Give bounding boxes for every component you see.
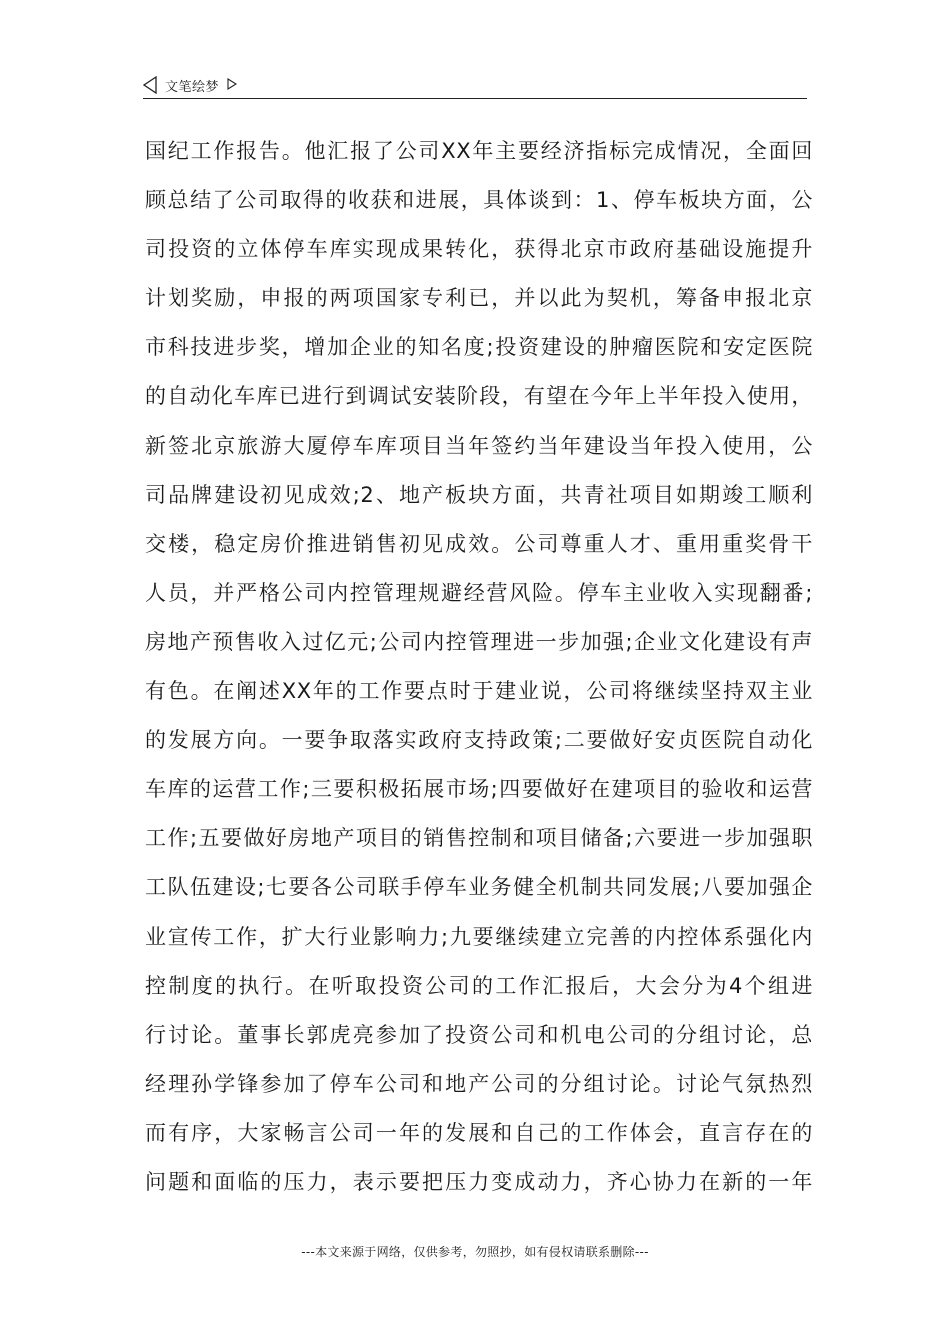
- text-line: 问题和面临的压力，表示要把压力变成动力，齐心协力在新的一年: [145, 1169, 813, 1194]
- text-line: 市科技进步奖，增加企业的知名度;投资建设的肿瘤医院和安定医院: [145, 335, 813, 360]
- page-footer: ---本文来源于网络，仅供参考，勿照抄，如有侵权请联系删除---: [301, 1245, 649, 1259]
- page-header: [143, 72, 807, 99]
- text-line: 工作;五要做好房地产项目的销售控制和项目储备;六要进一步加强职: [145, 826, 813, 851]
- text-line: 有色。在阐述XX年的工作要点时于建业说，公司将继续坚持双主业: [145, 679, 813, 704]
- text-line: 司投资的立体停车库实现成果转化，获得北京市政府基础设施提升: [145, 237, 813, 262]
- document-body: [145, 131, 813, 1211]
- text-line: 国纪工作报告。他汇报了公司XX年主要经济指标完成情况，全面回: [145, 139, 813, 163]
- text-line: 控制度的执行。在听取投资公司的工作汇报后，大会分为4个组进: [145, 973, 813, 998]
- text-line: 的自动化车库已进行到调试安装阶段，有望在今年上半年投入使用，: [145, 384, 813, 409]
- text-line: 的发展方向。一要争取落实政府支持政策;二要做好安贞医院自动化: [145, 728, 813, 753]
- text-line: 工队伍建设;七要各公司联手停车业务健全机制共同发展;八要加强企: [145, 875, 813, 900]
- text-line: 顾总结了公司取得的收获和进展，具体谈到：1、停车板块方面，公: [145, 188, 813, 213]
- text-line: 人员，并严格公司内控管理规避经营风险。停车主业收入实现翻番;: [145, 580, 813, 605]
- text-line: 司品牌建设初见成效;2、地产板块方面，共青社项目如期竣工顺利: [145, 482, 813, 507]
- left-triangle-icon: [143, 76, 157, 94]
- text-line: 经理孙学锋参加了停车公司和地产公司的分组讨论。讨论气氛热烈: [145, 1071, 813, 1096]
- text-line: 房地产预售收入过亿元;公司内控管理进一步加强;企业文化建设有声: [145, 629, 813, 654]
- text-line: 车库的运营工作;三要积极拓展市场;四要做好在建项目的验收和运营: [145, 777, 813, 802]
- text-line: 交楼，稳定房价推进销售初见成效。公司尊重人才、重用重奖骨干: [145, 531, 813, 556]
- text-line: 新签北京旅游大厦停车库项目当年签约当年建设当年投入使用，公: [145, 433, 813, 458]
- right-triangle-icon: [227, 75, 237, 87]
- text-line: 行讨论。董事长郭虎亮参加了投资公司和机电公司的分组讨论，总: [145, 1022, 813, 1047]
- header-title: 文笔绘梦: [165, 79, 220, 95]
- text-line: 计划奖励，申报的两项国家专利已，并以此为契机，筹备申报北京: [145, 286, 813, 311]
- text-line: 而有序，大家畅言公司一年的发展和自己的工作体会，直言存在的: [145, 1120, 813, 1145]
- text-line: 业宣传工作，扩大行业影响力;九要继续建立完善的内控体系强化内: [145, 924, 813, 949]
